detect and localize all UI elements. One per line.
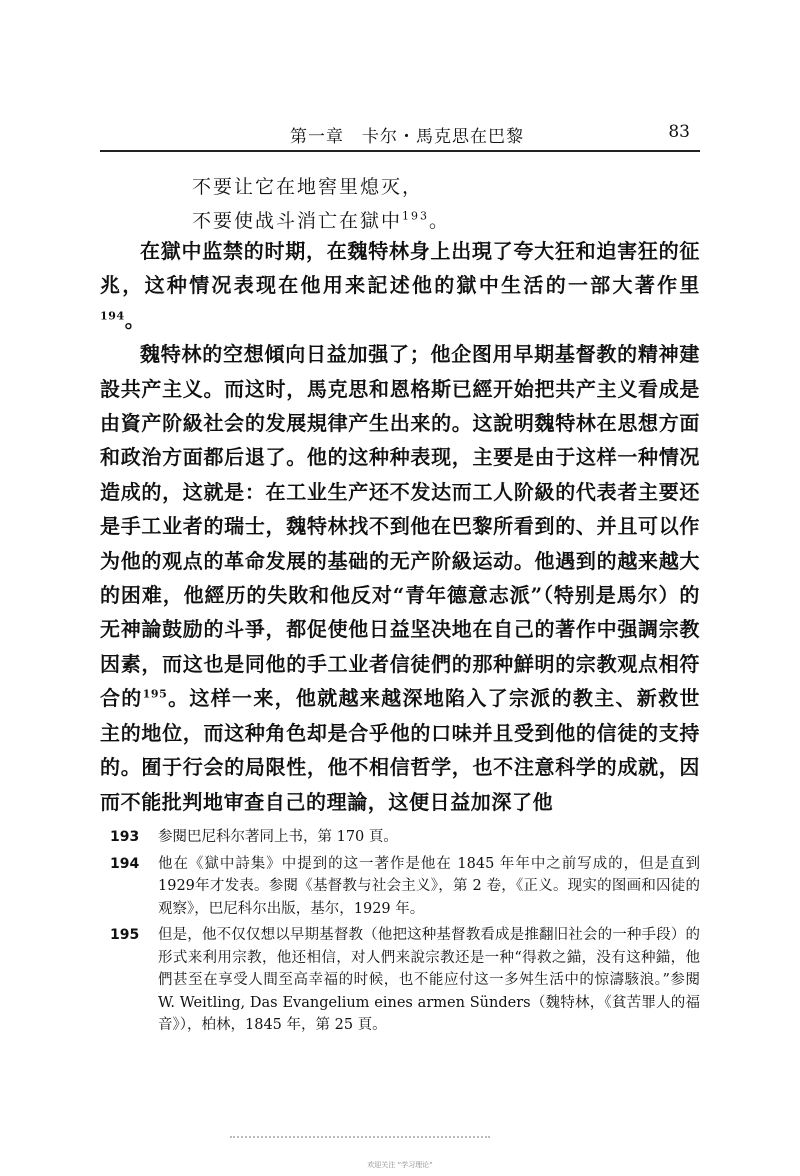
watermark: 欢迎关注 “学习理论” [367,1161,433,1169]
footnote [110,853,700,921]
footnote-text: 参閱巴尼科尔著同上书，第 170 頁。 [158,829,398,845]
footnote-text: 但是，他不仅仅想以早期基督教（他把这种基督教看成是推翻旧社会的一种手段）的形式来利用宗教，他还相信，对人們来說宗教还是一种“得救之錨，没有这种錨，他們甚至在享受人間至高幸福的时候，也不能应付这一多舛生活中的惊濤駭浪。”参閱 W. Weitling, Das Evangelium eines armen Sünders（魏特林，《貧苦罪人的福音》），柏林，1845 年，第 25 頁。 [158,927,700,1033]
footnote-ref: 194 [100,309,125,323]
paragraph-text: 。这样一来，他就越来越深地陷入了宗派的教主、新救世主的地位，而这种角色却是合乎他的口味并且受到他的信徒的支持的。囿于行会的局限性，他不相信哲学，也不注意科学的成就，因而不能批判地审查自己的理論，这便日益加深了他 [100,686,701,814]
footnote-number: 194 [110,855,140,872]
footnote-number: 193 [110,829,140,845]
paragraph-text: 在獄中监禁的时期，在魏特林身上出現了夸大狂和迫害狂的征兆，这种情况表现在他用来記述他的獄中生活的一部大著作里 [100,239,700,298]
footnote-ref: 193 [402,209,430,223]
poem-line: 不要让它在地窖里熄灭， [192,176,424,198]
poem-line: 不要使战斗消亡在獄中$^{193}$。 [192,209,451,232]
paragraph: 在獄中监禁的时期，在魏特林身上出現了夸大狂和迫害狂的征兆，这种情况表现在他用来記述他的獄中生活的一部大著作里$^{194}$。 [100,239,700,332]
footnote-number: 195 [110,927,140,943]
footnotes [110,826,700,1041]
running-header [100,118,700,152]
page-number: 83 [668,122,690,142]
footnote-ref: 195 [142,687,168,701]
chapter-title: 第一章 卡尔・馬克思在巴黎 [290,127,524,147]
poem-quote [192,170,450,238]
paragraph-text: 魏特林的空想傾向日益加强了；他企图用早期基督教的精神建設共产主义。而这时，馬克思和恩格斯已經开始把共产主义看成是由資产阶級社会的发展規律产生出来的。这說明魏特林在思想方面和政治方面都后退了。他的这种种表现，主要是由于这样一种情况造成的，这就是：在工业生产还不发达而工人阶級的代表者主要还是手工业者的瑞士，魏特林找不到他在巴黎所看到的、并且可以作为他的观点的革命发展的基础的无产阶級运动。他遇到的越来越大的困难，他經历的失敗和他反对“青年德意志派”（特别是馬尔）的无神論鼓励的斗爭，都促使他日益坚决地在自己的著作中强調宗教因素，而这也是同他的手工业者信徒們的那种鮮明的宗教观点相符合的 [100,342,700,711]
paragraph [100,337,700,819]
scan-artifact [230,1136,490,1141]
footnote [110,826,700,849]
footnote [110,924,700,1037]
footnote-text: 他在《獄中詩集》中提到的这一著作是他在 1845 年年中之前写成的，但是直到 1929年才发表。参閱《基督教与社会主义》，第 2 卷，《正义。现实的图画和囚徒的观察》，巴尼科尔出版，基尔，1929 年。 [158,855,700,917]
header-rule [100,150,700,152]
body-text [100,234,700,819]
poem-line-text: 不要使战斗消亡在獄中 [192,210,403,232]
